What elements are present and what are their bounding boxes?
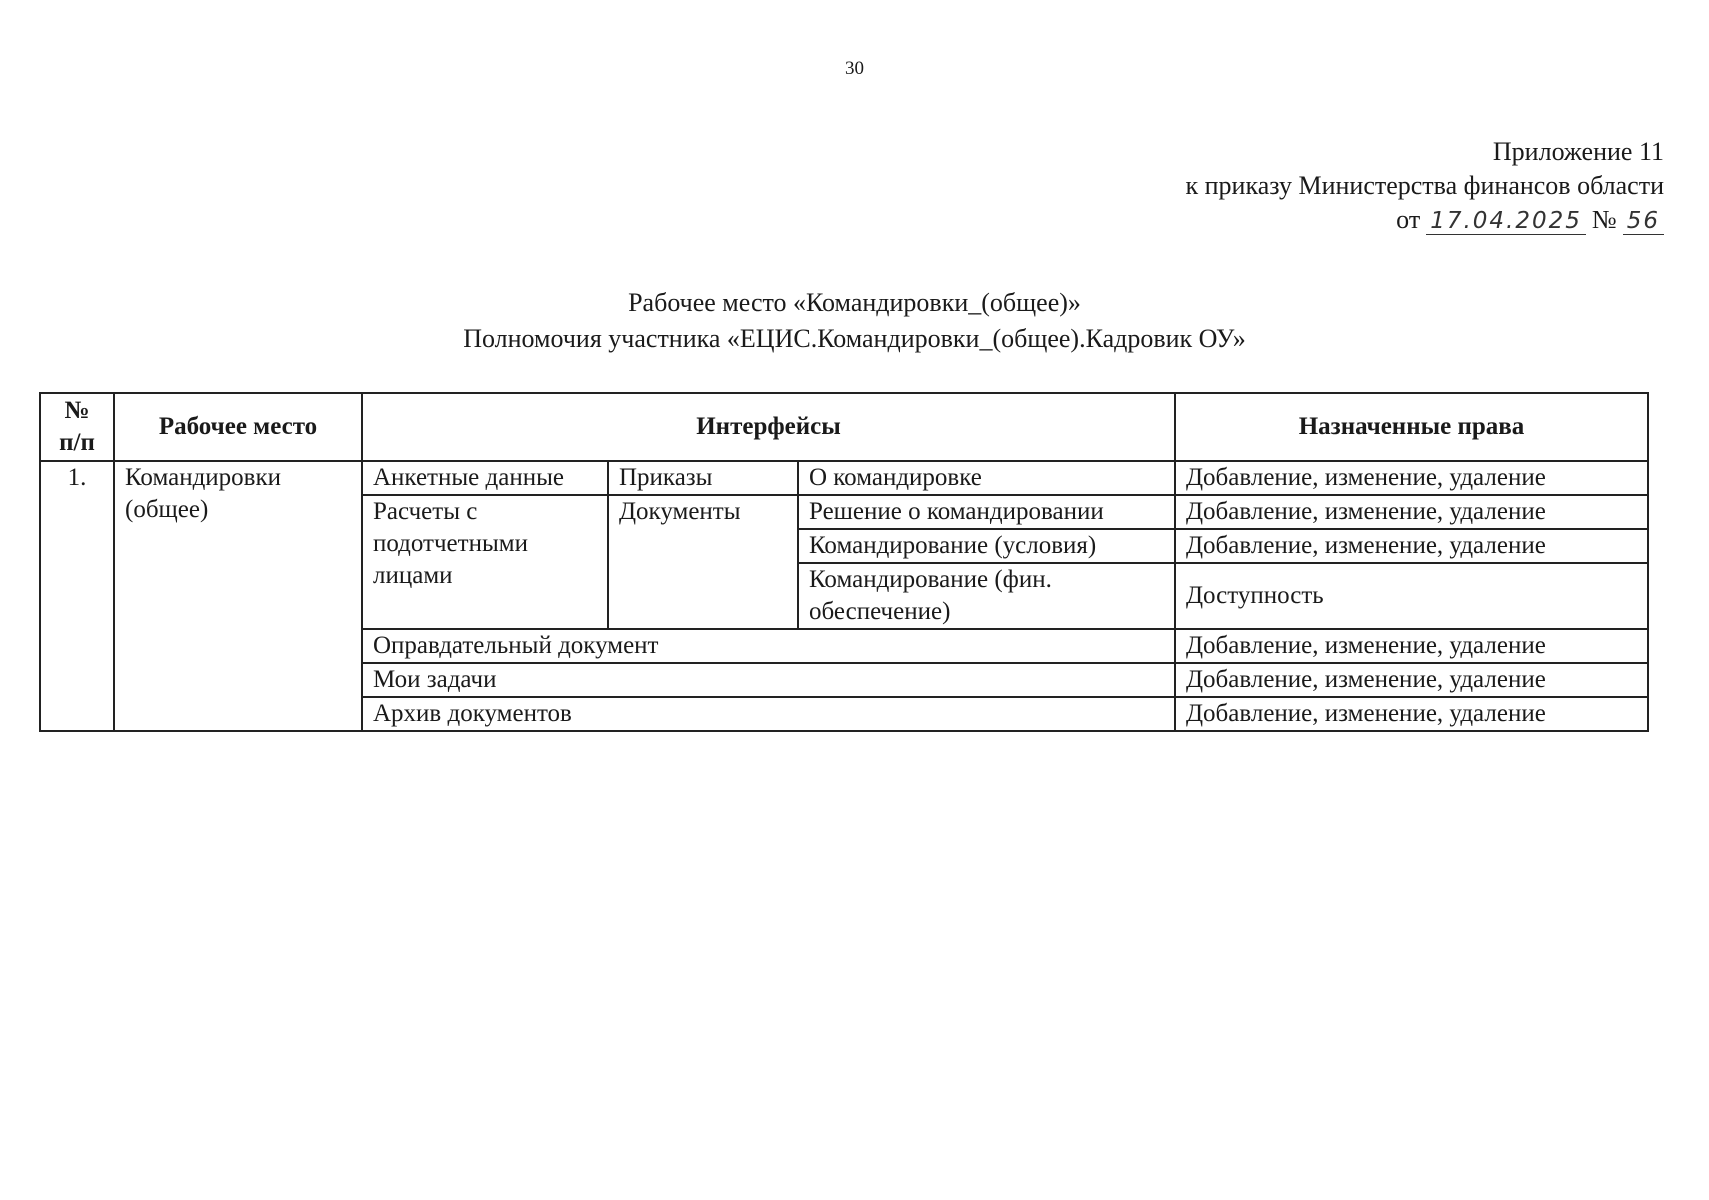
header-rights: Назначенные права — [1175, 393, 1648, 461]
rights-cell: Доступность — [1175, 563, 1648, 629]
interface-cell: Архив документов — [362, 697, 1175, 731]
interface-cell: Мои задачи — [362, 663, 1175, 697]
interface-cell: Оправдательный документ — [362, 629, 1175, 663]
permissions-table — [39, 392, 1649, 732]
workplace-cell: Командировки (общее) — [114, 461, 362, 731]
title-authority: Полномочия участника «ЕЦИС.Командировки_(общее).Кадровик ОУ» — [463, 324, 1246, 353]
rights-cell: Добавление, изменение, удаление — [1175, 495, 1648, 529]
interface-cell: О командировке — [798, 461, 1175, 495]
page-number: 30 — [845, 58, 864, 79]
rights-cell: Добавление, изменение, удаление — [1175, 663, 1648, 697]
interface-cell: Командирование (фин. обеспечение) — [798, 563, 1175, 629]
document-title — [0, 285, 1709, 357]
appendix-title: Приложение 11 — [1492, 137, 1664, 166]
interface-cell: Анкетные данные — [362, 461, 608, 495]
from-label: от — [1396, 205, 1421, 234]
rights-cell: Добавление, изменение, удаление — [1175, 529, 1648, 563]
handwritten-date: 17.04.2025 — [1426, 208, 1586, 235]
table-row — [40, 461, 1648, 495]
rights-cell: Добавление, изменение, удаление — [1175, 461, 1648, 495]
rights-cell: Добавление, изменение, удаление — [1175, 697, 1648, 731]
interface-cell: Приказы — [608, 461, 798, 495]
interface-cell: Расчеты с подотчетными лицами — [362, 495, 608, 629]
interface-cell: Решение о командировании — [798, 495, 1175, 529]
appendix-order-ref: к приказу Министерства финансов области — [1185, 171, 1664, 200]
header-interfaces: Интерфейсы — [362, 393, 1175, 461]
interface-cell: Командирование (условия) — [798, 529, 1175, 563]
row-number: 1. — [40, 461, 114, 731]
title-workplace: Рабочее место «Командировки_(общее)» — [628, 288, 1081, 317]
number-label: № — [1591, 205, 1617, 234]
handwritten-number: 56 — [1623, 208, 1664, 235]
header-num: № п/п — [40, 393, 114, 461]
rights-cell: Добавление, изменение, удаление — [1175, 629, 1648, 663]
appendix-block — [1186, 135, 1665, 237]
table-header-row — [40, 393, 1648, 461]
header-workplace: Рабочее место — [114, 393, 362, 461]
interface-cell: Документы — [608, 495, 798, 629]
order-date-number — [1396, 203, 1664, 237]
